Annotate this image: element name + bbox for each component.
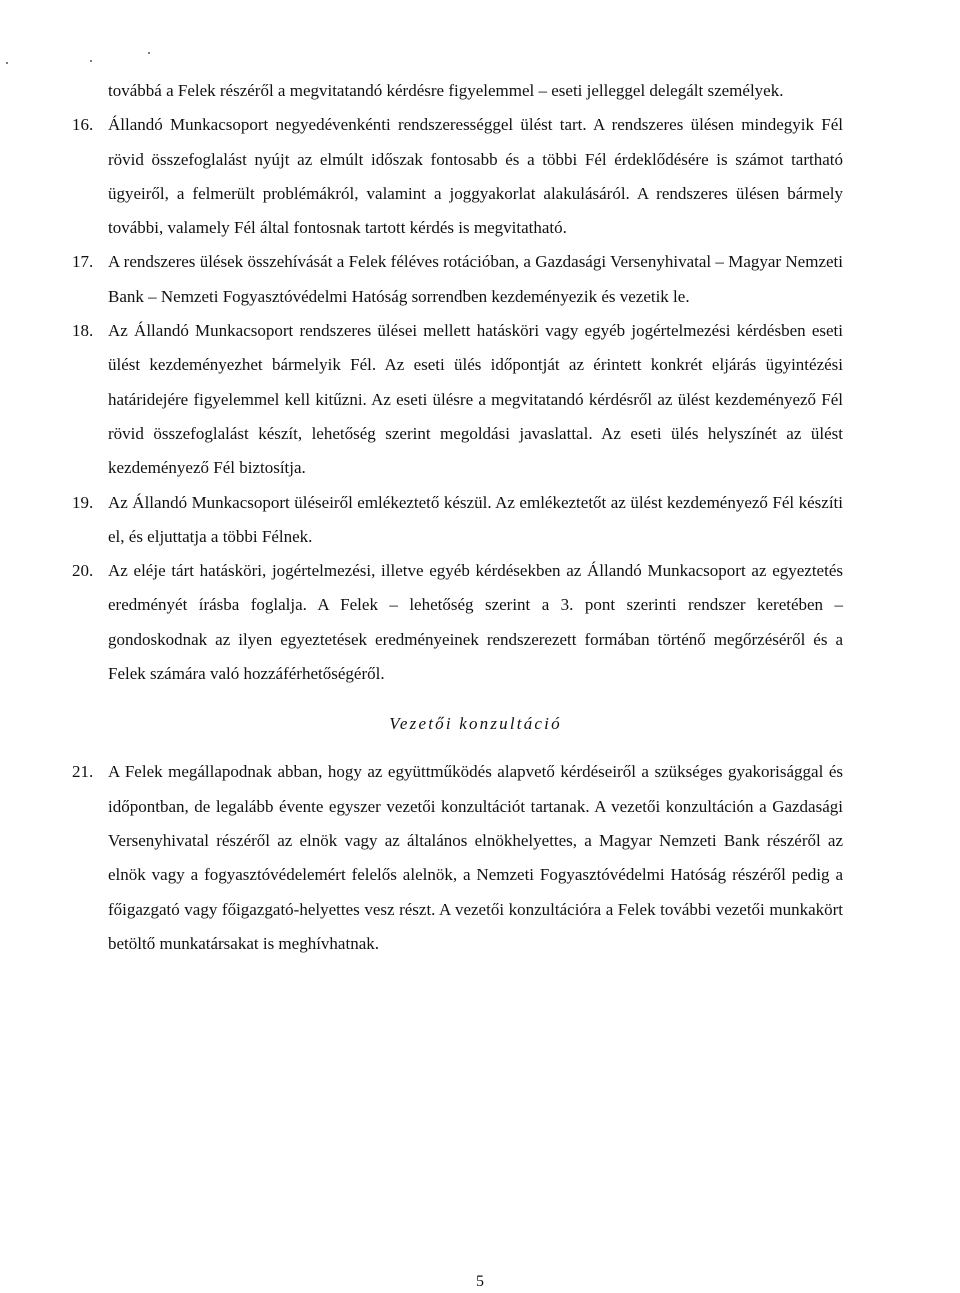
item-text: Az eléje tárt hatásköri, jogértelmezési, illetve egyéb kérdésekben az Állandó Munkacsoport az egyeztetés eredményét írásba foglalja. A Felek – lehetőség szerint a 3. pont szerinti rendszer keretében – gondoskodnak az ilyen egyeztetések eredményeinek rendszerezett formában történő megőrzéséről és a Felek számára való hozzáférhetőségéről. xyxy=(108,561,843,684)
list-item xyxy=(72,314,843,485)
list-item xyxy=(72,755,843,961)
item-number: 19. xyxy=(72,492,94,512)
list-item xyxy=(72,108,843,245)
list-item xyxy=(72,554,843,691)
section-items xyxy=(72,755,843,961)
item-number: 21. xyxy=(72,762,94,782)
item-number: 17. xyxy=(72,252,94,272)
item-text: A Felek megállapodnak abban, hogy az együttműködés alapvető kérdéseiről a szükséges gyakorisággal és időpontban, de legalább évente egyszer vezetői konzultációt tartanak. A vezetői konzultáción a Gazdasági Versenyhivatal részéről az elnök vagy az általános elnökhelyettes, a Magyar Nemzeti Bank részéről az elnök vagy a fogyasztóvédelemért felelős alelnök, a Nemzeti Fogyasztóvédelmi Hatóság részéről pedig a főigazgató vagy főigazgató-helyettes vesz részt. A vezetői konzultációra a Felek további vezetői munkakört betöltő munkatársakat is meghívhatnak. xyxy=(108,762,843,953)
item-text: Az Állandó Munkacsoport rendszeres ülései mellett hatásköri vagy egyéb jogértelmezési kérdésben eseti ülést kezdeményezhet bármelyik Fél. Az eseti ülés időpontját az érintett konkrét eljárás ügyintézési határidejére figyelemmel kell kitűzni. Az eseti ülésre a megvitatandó kérdésről az ülést kezdeményező Fél rövid összefoglalást készít, lehetőség szerint megoldási javaslattal. Az eseti ülés helyszínét az ülést kezdeményező Fél biztosítja. xyxy=(108,321,843,478)
list-item xyxy=(72,245,843,314)
list-item xyxy=(72,486,843,555)
scan-speck xyxy=(6,62,8,64)
numbered-items xyxy=(72,108,843,691)
document-page xyxy=(72,74,843,961)
item-number: 18. xyxy=(72,321,94,341)
item-number: 20. xyxy=(72,561,94,581)
scan-speck xyxy=(90,60,92,62)
section-heading: Vezetői konzultáció xyxy=(389,714,562,734)
scan-speck xyxy=(148,52,150,54)
item-text: Állandó Munkacsoport negyedévenkénti rendszerességgel ülést tart. A rendszeres ülésen mindegyik Fél rövid összefoglalást nyújt az elmúlt időszak fontosabb és a többi Fél érdeklődésére is számot tartható ügyeiről, a felmerült problémákról, valamint a joggyakorlat alakulásáról. A rendszeres ülésen bármely további, valamely Fél által fontosnak tartott kérdés is megvitatható. xyxy=(108,115,843,238)
item-text: Az Állandó Munkacsoport üléseiről emlékeztető készül. Az emlékeztetőt az ülést kezdeményező Fél készíti el, és eljuttatja a többi Félnek. xyxy=(108,492,843,546)
page-number: 5 xyxy=(476,1273,484,1290)
item-number: 16. xyxy=(72,115,94,135)
item-text: A rendszeres ülések összehívását a Felek féléves rotációban, a Gazdasági Versenyhivatal – Magyar Nemzeti Bank – Nemzeti Fogyasztóvédelmi Hatóság sorrendben kezdeményezik és vezetik le. xyxy=(108,252,843,306)
intro-paragraph: továbbá a Felek részéről a megvitatandó kérdésre figyelemmel – eseti jelleggel delegált személyek. xyxy=(108,81,784,100)
